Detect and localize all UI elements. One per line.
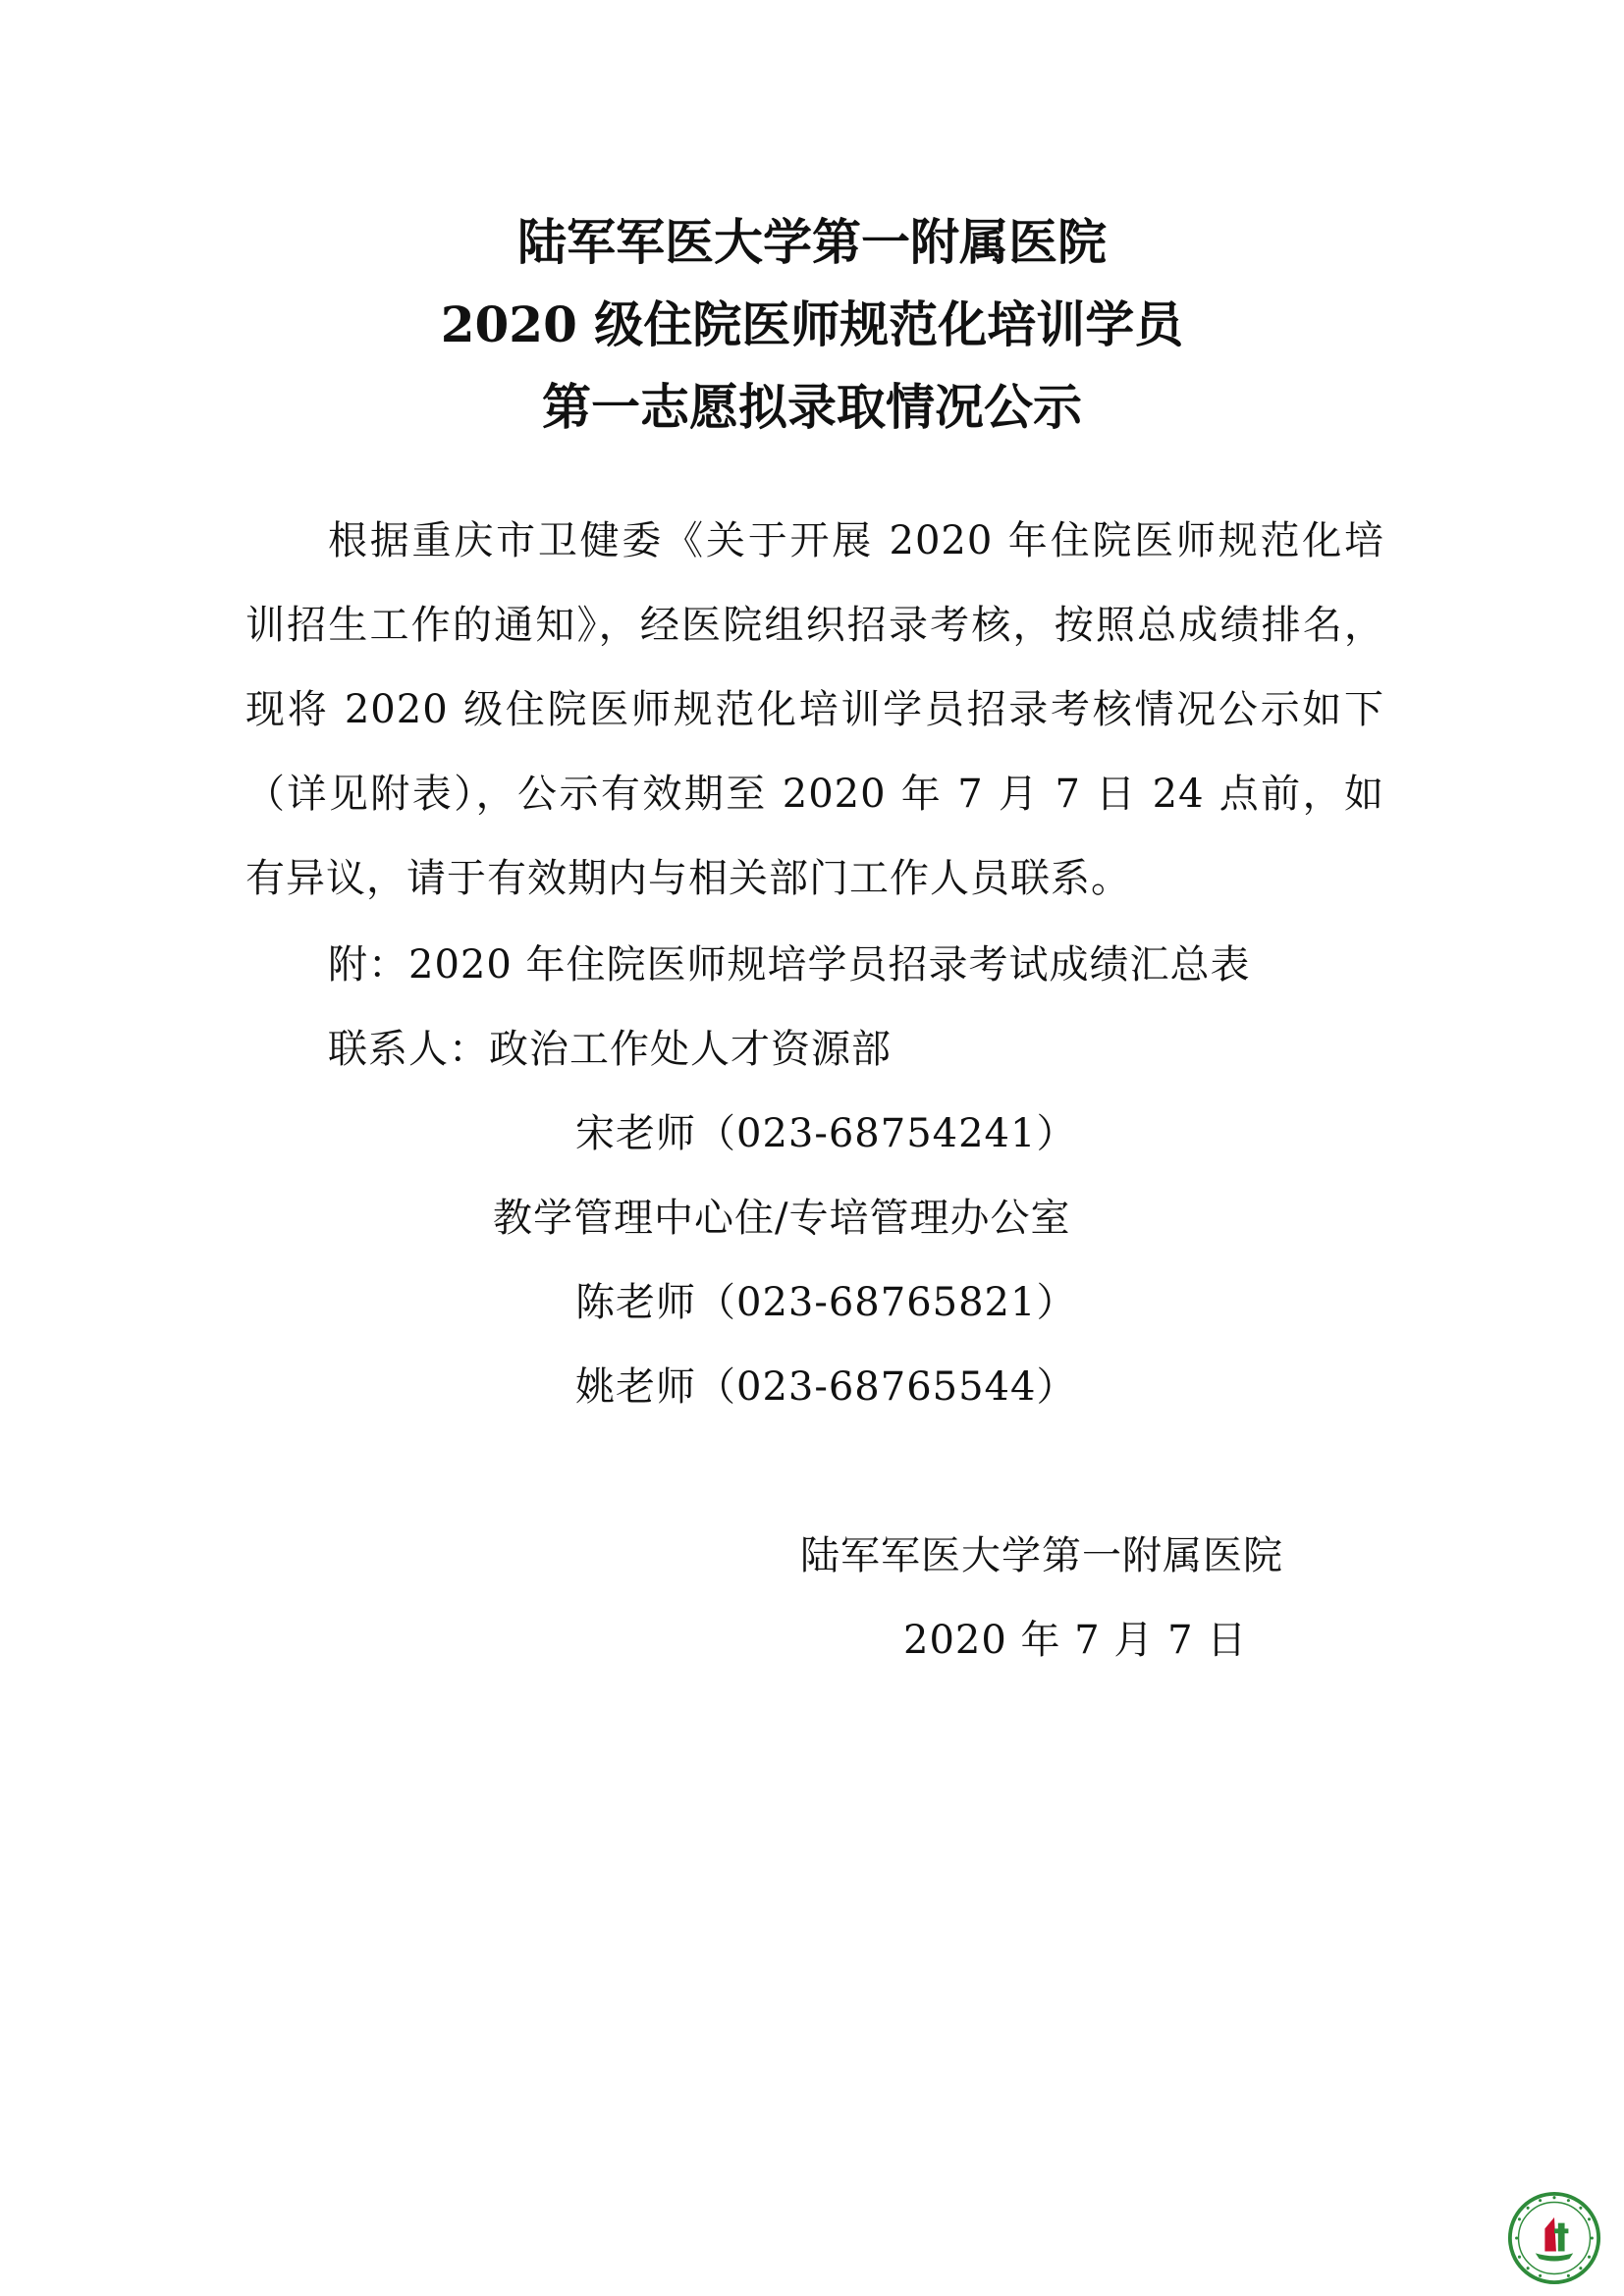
attachment-line: 附：2020 年住院医师规培学员招录考试成绩汇总表	[328, 942, 1251, 988]
contact-song: 宋老师（023-68754241）	[575, 1111, 1077, 1156]
body-paragraph: 根据重庆市卫健委《关于开展 2020 年住院医师规范化培训招生工作的通知》，经医院组织招录考核，按照总成绩排名，现将 2020 级住院医师规范化培训学员招录考核情况公示如下（详见附表），公示有效期至 2020 年 7 月 7 日 24 点前，如有异议，请于有效期内与相关部门工作人员联系。	[245, 518, 1384, 901]
signature-date: 2020 年 7 月 7 日	[903, 1618, 1248, 1663]
title-line-program: 2020 级住院医师规范化培训学员	[440, 295, 1184, 353]
title-line-hospital: 陆军军医大学第一附属医院	[517, 213, 1107, 271]
contact-yao: 姚老师（023-68765544）	[575, 1364, 1077, 1410]
title-line-notice: 第一志愿拟录取情况公示	[542, 378, 1082, 436]
document-title	[0, 201, 1624, 449]
contact-chen: 陈老师（023-68765821）	[575, 1280, 1077, 1325]
signature-organization: 陆军军医大学第一附属医院	[800, 1533, 1283, 1578]
department-teaching: 教学管理中心住/专培管理办公室	[493, 1196, 1071, 1241]
hospital-seal-icon	[1507, 2191, 1601, 2285]
contact-label: 联系人：政治工作处人才资源部	[328, 1027, 892, 1072]
